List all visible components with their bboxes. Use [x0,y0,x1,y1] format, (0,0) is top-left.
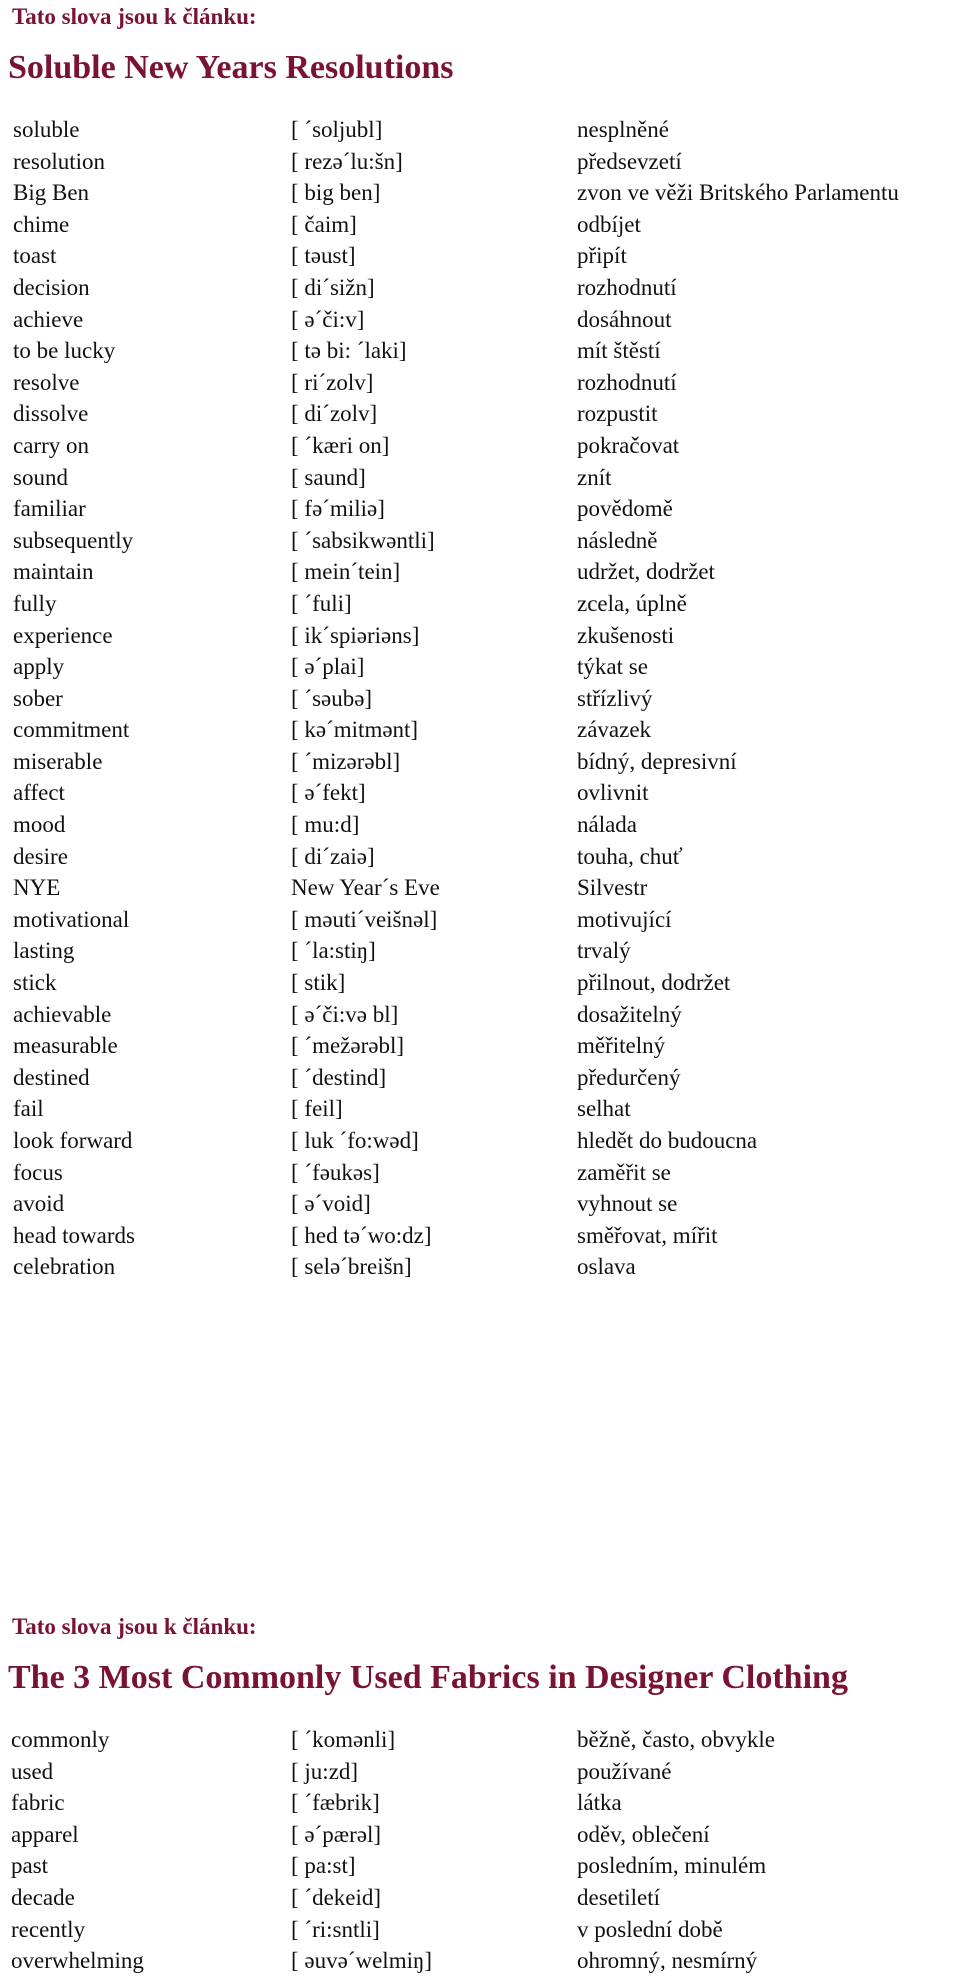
vocab-word: miserable [13,748,103,774]
vocab-word: chime [13,211,70,237]
vocab-pronunciation: [ čaim] [291,211,357,237]
vocab-row [0,240,960,272]
vocab-pronunciation: [ ju:zd] [291,1758,359,1784]
vocab-pronunciation: [ rezə´lu:šn] [291,148,403,174]
vocab-word: fail [13,1096,44,1122]
vocab-row [0,1756,960,1788]
vocab-word: NYE [13,875,61,901]
vocab-word: Big Ben [13,180,90,206]
vocab-word: sound [13,464,68,490]
section-intro: Tato slova jsou k článku: [12,4,257,29]
vocab-pronunciation: [ ´dekeid] [291,1884,382,1910]
vocab-row [0,1188,960,1220]
vocab-translation: posledním, minulém [577,1853,767,1879]
vocab-word: measurable [13,1033,118,1059]
vocab-word: head towards [13,1222,135,1248]
vocab-translation: nálada [577,812,638,838]
vocab-pronunciation: [ ´səubə] [291,685,373,711]
vocab-translation: mít štěstí [577,338,661,364]
vocab-translation: používané [577,1758,672,1784]
vocab-word: recently [11,1916,86,1942]
vocab-pronunciation: [ di´zolv] [291,401,378,427]
vocab-translation: předsevzetí [577,148,682,174]
vocab-word: past [11,1853,49,1879]
vocab-translation: v poslední době [577,1916,723,1942]
vocab-word: to be lucky [13,338,116,364]
vocab-pronunciation: [ feil] [291,1096,343,1122]
vocab-pronunciation: [ təust] [291,243,356,269]
vocab-word: avoid [13,1191,65,1217]
vocab-pronunciation: [ ´la:stiŋ] [291,938,376,964]
vocab-row [0,1819,960,1851]
vocab-row [0,1157,960,1189]
vocab-word: commonly [11,1727,110,1752]
vocab-word: sober [13,685,63,711]
vocab-translation: předurčený [577,1064,681,1090]
vocab-row [0,1030,960,1062]
vocab-pronunciation: [ ə´či:və bl] [291,1001,399,1027]
vocab-word: lasting [13,938,75,964]
vocab-word: desire [13,843,68,869]
vocab-row [0,556,960,588]
vocab-row [0,999,960,1031]
vocab-translation: pokračovat [577,432,680,458]
vocab-pronunciation: [ saund] [291,464,366,490]
vocab-pronunciation: [ di´sižn] [291,274,375,300]
vocab-translation: směřovat, mířit [577,1222,718,1248]
vocab-word: used [11,1758,54,1784]
vocab-pronunciation: [ ´fəukəs] [291,1159,380,1185]
vocab-pronunciation: [ ə´fekt] [291,780,366,806]
vocab-pronunciation: [ mu:d] [291,812,360,838]
vocab-row [0,1251,960,1283]
article-title: Soluble New Years Resolutions [8,49,454,86]
vocab-word: experience [13,622,113,648]
vocab-word: apply [13,654,65,680]
vocab-pronunciation: [ ri´zolv] [291,369,374,395]
vocab-pronunciation: [ ´destind] [291,1064,387,1090]
article-title: The 3 Most Commonly Used Fabrics in Designer Clothing [8,1659,848,1696]
vocab-translation: zcela, úplně [577,590,687,616]
vocab-word: subsequently [13,527,134,553]
vocab-row [0,967,960,999]
section-intro: Tato slova jsou k článku: [12,1614,257,1639]
vocab-row [0,746,960,778]
vocab-row [0,683,960,715]
vocab-pronunciation: [ ´mizərəbl] [291,748,401,774]
vocab-translation: zvon ve věži Britského Parlamentu [577,180,899,206]
vocab-translation: měřitelný [577,1033,666,1059]
vocab-row [0,1093,960,1125]
vocab-row [0,462,960,494]
vocab-word: commitment [13,717,130,743]
vocab-row [0,209,960,241]
vocab-word: stick [13,970,57,996]
vocab-word: destined [13,1064,90,1090]
vocab-translation: desetiletí [577,1884,661,1910]
vocab-word: look forward [13,1128,133,1153]
vocab-row [0,1125,960,1157]
vocab-pronunciation: [ ə´plai] [291,654,365,680]
vocab-translation: trvalý [577,938,631,964]
vocab-row [0,1220,960,1252]
vocab-word: toast [13,243,57,269]
vocab-translation: přilnout, dodržet [577,970,731,996]
vocab-row [0,588,960,620]
vocab-pronunciation: [ kə´mitmənt] [291,717,419,743]
vocab-row [0,304,960,336]
vocab-word: dissolve [13,401,89,427]
vocab-translation: oděv, oblečení [577,1821,710,1847]
vocab-pronunciation: [ luk ´fo:wəd] [291,1128,419,1153]
vocab-translation: látka [577,1790,622,1816]
vocab-translation: touha, chuť [577,843,683,869]
vocab-word: achieve [13,306,84,332]
vocab-word: focus [13,1159,63,1185]
vocab-row [0,841,960,873]
vocab-pronunciation: [ əuvə´welmiŋ] [291,1948,433,1974]
vocab-pronunciation: [ hed tə´wo:dz] [291,1222,432,1248]
vocab-row [0,904,960,936]
vocab-row [0,1914,960,1946]
vocab-pronunciation: [ fə´miliə] [291,496,385,522]
vocab-word: decade [11,1884,75,1910]
vocab-word: mood [13,812,66,838]
vocab-translation: rozhodnutí [577,369,677,395]
vocab-row [0,335,960,367]
vocab-translation: zkušenosti [577,622,675,648]
vocab-translation: dosažitelný [577,1001,682,1027]
vocab-translation: ovlivnit [577,780,649,806]
vocab-row [0,1882,960,1914]
vocab-translation: týkat se [577,654,648,680]
vocab-pronunciation: [ tə bi: ´laki] [291,338,407,364]
vocab-row [0,146,960,178]
vocab-translation: odbíjet [577,211,641,237]
vocab-row [0,872,960,904]
vocab-pronunciation: [ selə´breišn] [291,1254,412,1280]
vocab-translation: bídný, depresivní [577,748,737,774]
vocab-pronunciation: [ ´fuli] [291,590,352,616]
vocab-pronunciation: [ ´komənli] [291,1727,396,1752]
vocab-translation: Silvestr [577,875,648,901]
vocab-word: decision [13,274,90,300]
vocab-word: overwhelming [11,1948,144,1974]
vocab-row [0,114,960,146]
vocab-pronunciation: [ big ben] [291,180,381,206]
vocab-pronunciation: [ ik´spiəriəns] [291,622,420,648]
vocab-row [0,1945,960,1977]
vocab-row [0,430,960,462]
vocab-pronunciation: [ mein´tein] [291,559,401,585]
vocab-pronunciation: [ ə´či:v] [291,306,365,332]
vocab-row [0,493,960,525]
vocab-pronunciation: [ stik] [291,970,346,996]
vocab-pronunciation: [ ´fæbrik] [291,1790,380,1816]
vocab-pronunciation: New Year´s Eve [291,875,440,901]
vocab-translation: běžně, často, obvykle [577,1727,775,1752]
vocab-translation: zaměřit se [577,1159,671,1185]
vocab-translation: rozhodnutí [577,274,677,300]
vocab-row [0,525,960,557]
vocab-row [0,620,960,652]
vocab-translation: dosáhnout [577,306,672,332]
vocab-word: fabric [11,1790,65,1816]
vocab-row [0,777,960,809]
vocab-translation: selhat [577,1096,631,1122]
vocab-row [0,1850,960,1882]
vocab-pronunciation: [ ´sabsikwəntli] [291,527,435,553]
vocab-word: apparel [11,1821,79,1847]
vocab-translation: nesplněné [577,117,669,142]
vocab-word: celebration [13,1254,116,1280]
vocab-translation: vyhnout se [577,1191,678,1217]
vocab-word: resolve [13,369,80,395]
vocab-translation: znít [577,464,612,490]
vocab-pronunciation: [ ə´pærəl] [291,1821,382,1847]
vocab-pronunciation: [ ´kæri on] [291,432,390,458]
vocab-translation: motivující [577,906,672,932]
vocab-row [0,272,960,304]
vocab-row [0,935,960,967]
vocab-pronunciation: [ pa:st] [291,1853,356,1879]
vocab-pronunciation: [ di´zaiə] [291,843,375,869]
vocab-pronunciation: [ ´ri:sntli] [291,1916,380,1942]
vocab-translation: povědomě [577,496,673,522]
vocab-word: fully [13,590,57,616]
vocab-row [0,367,960,399]
vocab-translation: střízlivý [577,685,653,711]
vocab-pronunciation: [ ´mežərəbl] [291,1033,405,1059]
vocab-translation: ohromný, nesmírný [577,1948,758,1974]
vocab-word: soluble [13,117,80,142]
vocab-translation: závazek [577,717,652,743]
vocab-row [0,1062,960,1094]
vocab-row [0,1787,960,1819]
vocab-translation: oslava [577,1254,636,1280]
vocab-word: carry on [13,432,89,458]
vocab-row [0,714,960,746]
vocab-word: affect [13,780,65,806]
vocab-word: familiar [13,496,86,522]
vocab-translation: udržet, dodržet [577,559,715,585]
vocab-pronunciation: [ ə´void] [291,1191,371,1217]
vocabulary-table [0,114,960,1283]
vocab-row [0,651,960,683]
vocab-row [0,809,960,841]
vocab-row [0,1724,960,1756]
vocab-translation: následně [577,527,658,553]
vocab-translation: připít [577,243,627,269]
vocab-word: achievable [13,1001,112,1027]
vocab-word: motivational [13,906,130,932]
vocab-pronunciation: [ ´soljubl] [291,117,383,142]
vocab-translation: hledět do budoucna [577,1128,758,1153]
vocabulary-table [0,1724,960,1977]
vocab-translation: rozpustit [577,401,658,427]
vocab-row [0,398,960,430]
vocab-word: resolution [13,148,105,174]
vocab-row [0,177,960,209]
vocab-word: maintain [13,559,94,585]
vocab-pronunciation: [ məuti´veišnəl] [291,906,438,932]
